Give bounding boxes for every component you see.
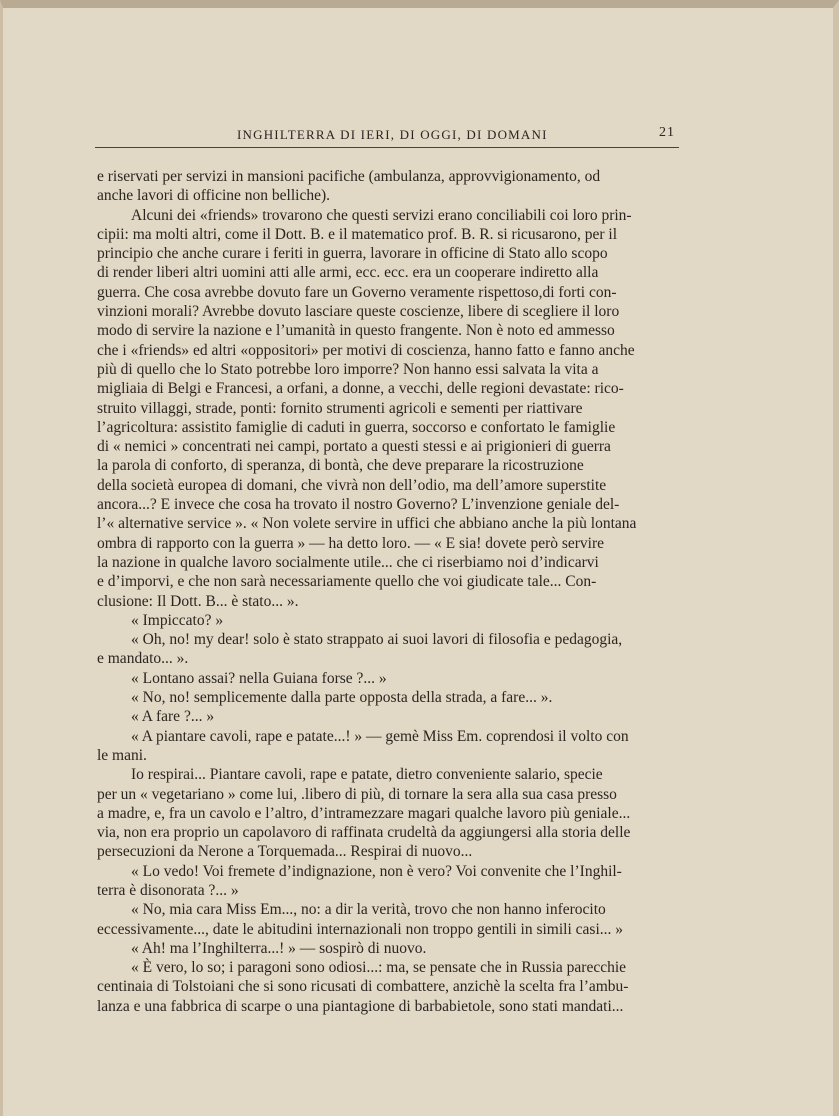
- text-line: e riservati per servizi in mansioni pacifiche (ambulanza, approvvigionamento, od: [97, 168, 601, 185]
- text-line: più di quello che lo Stato potrebbe loro imporre? Non hanno essi salvata la vita a: [97, 360, 599, 378]
- text-line: guerra. Che cosa avrebbe dovuto fare un Governo veramente rispettoso,di forti con-: [97, 283, 617, 301]
- text-line: « Impiccato? »: [131, 611, 224, 629]
- text-line: modo di servire la nazione e l’umanità in questo frangente. Non è noto ed ammesso: [97, 322, 615, 340]
- text-line: eccessivamente..., date le abitudini internazionali non troppo gentili in simili casi... »: [97, 920, 624, 938]
- text-line: anche lavori di officine non belliche).: [97, 187, 330, 205]
- text-line: e mandato... ».: [97, 650, 189, 668]
- text-line: a madre, e, fra un cavolo e l’altro, d’intramezzare magari qualche lavoro più geniale...: [97, 804, 631, 822]
- text-line: principio che anche curare i feriti in guerra, lavorare in officine di Stato allo scopo: [97, 245, 608, 263]
- text-line: centinaia di Tolstoiani che si sono ricusati di combattere, anzichè la scelta fra l’ambu-: [97, 978, 629, 996]
- text-line: la parola di conforto, di speranza, di bontà, che deve preparare la ricostruzione: [97, 457, 584, 475]
- running-header: [95, 125, 679, 148]
- text-line: lanza e una fabbrica di scarpe o una piantagione di barbabietole, sono stati mandati...: [97, 997, 624, 1015]
- text-line: « Lontano assai? nella Guiana forse ?... »: [131, 669, 387, 687]
- text-line: vinzioni morali? Avrebbe dovuto lasciare queste coscienze, libere di scegliere il loro: [97, 303, 620, 321]
- text-line: « Lo vedo! Voi fremete d’indignazione, non è vero? Voi convenite che l’Inghil-: [131, 862, 622, 880]
- body-text: [97, 167, 679, 1016]
- text-line: l’agricoltura: assistito famiglie di caduti in guerra, soccorso e confortato le famiglie: [97, 418, 616, 436]
- text-line: e d’imporvi, e che non sarà necessariamente quello che voi giudicate tale... Con-: [97, 573, 597, 591]
- text-line: clusione: Il Dott. B... è stato... ».: [97, 592, 299, 610]
- text-line: cipii: ma molti altri, come il Dott. B. e il matematico prof. B. R. si ricusarono, per il: [97, 225, 618, 243]
- text-line: di « nemici » concentrati nei campi, portato a questi stessi e ai prigionieri di guerra: [97, 438, 611, 456]
- text-line: terra è disonorata ?... »: [97, 881, 239, 899]
- text-line: « È vero, lo so; i paragoni sono odiosi...: ma, se pensate che in Russia parecchie: [131, 959, 627, 977]
- text-line: « Oh, no! my dear! solo è stato strappato ai suoi lavori di filosofia e pedagogia,: [131, 631, 623, 649]
- running-title: INGHILTERRA DI IERI, DI OGGI, DI DOMANI: [237, 127, 548, 142]
- text-line: della società europea di domani, che vivrà non dell’odio, ma dell’amore superstite: [97, 476, 607, 494]
- text-line: Alcuni dei «friends» trovarono che questi servizi erano conciliabili coi loro prin-: [131, 206, 632, 224]
- text-line: « No, mia cara Miss Em..., no: a dir la verità, trovo che non hanno inferocito: [131, 901, 606, 919]
- text-line: « No, no! semplicemente dalla parte opposta della strada, a fare... ».: [131, 689, 553, 707]
- text-line: struito villaggi, strade, ponti: fornito strumenti agricoli e sementi per riattivare: [97, 399, 583, 417]
- text-line: la nazione in qualche lavoro socialmente utile... che ci riserbiamo noi d’indicarvi: [97, 553, 599, 571]
- text-line: le mani.: [97, 746, 147, 764]
- text-line: via, non era proprio un capolavoro di raffinata crudeltà da aggiungersi alla storia delle: [97, 824, 631, 842]
- text-line: ancora...? E invece che cosa ha trovato il nostro Governo? L’invenzione geniale del-: [97, 496, 620, 514]
- text-line: che i «friends» ed altri «oppositori» per motivi di coscienza, hanno fatto e fanno anche: [97, 341, 635, 359]
- page-number: 21: [659, 125, 675, 140]
- text-line: Io respirai... Piantare cavoli, rape e patate, dietro conveniente salario, specie: [131, 766, 603, 784]
- text-line: persecuzioni da Nerone a Torquemada... Respirai di nuovo...: [97, 843, 473, 861]
- text-line: « A fare ?... »: [131, 708, 215, 726]
- text-line: migliaia di Belgi e Francesi, a orfani, a donne, a vecchi, delle regioni devastate: rico-: [97, 380, 624, 398]
- text-line: ombra di rapporto con la guerra » — ha detto loro. — « E sia! dovete però servire: [97, 534, 605, 552]
- text-line: « A piantare cavoli, rape e patate...! » — gemè Miss Em. coprendosi il volto con: [131, 727, 629, 745]
- text-line: di render liberi altri uomini atti alle armi, ecc. ecc. era un cooperare indiretto alla: [97, 264, 599, 282]
- text-line: « Ah! ma l’Inghilterra...! » — sospirò di nuovo.: [131, 939, 427, 957]
- text-line: per un « vegetariano » come lui, .libero di più, di tornare la sera alla sua casa presso: [97, 785, 617, 803]
- text-line: l’« alternative service ». « Non volete servire in uffici che abbiano anche la più lontana: [97, 515, 637, 533]
